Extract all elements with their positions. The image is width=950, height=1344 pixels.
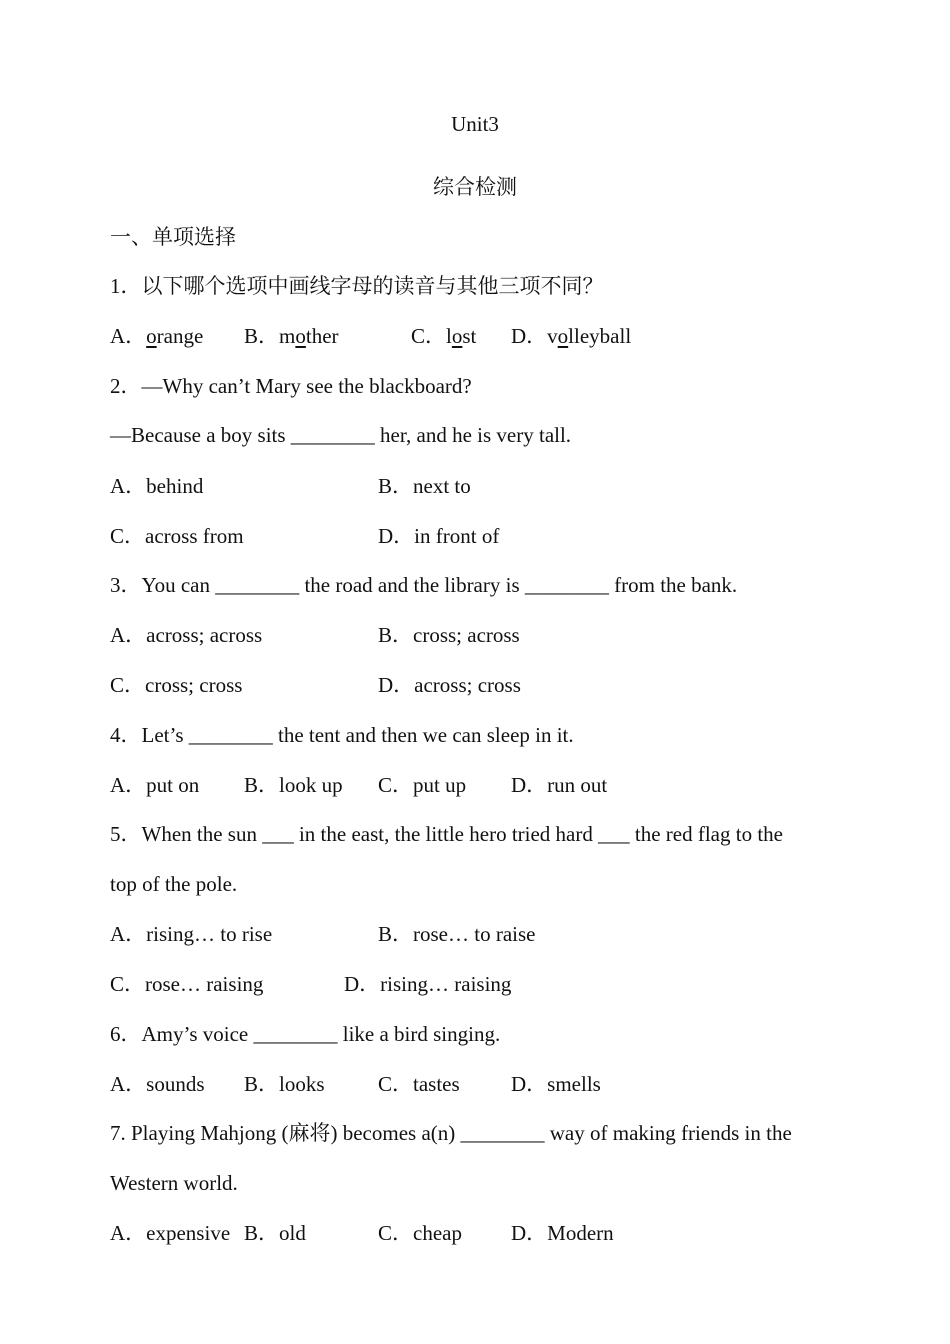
q7-option-d: D．Modern	[511, 1221, 614, 1245]
q2-option-c: C．across from	[110, 524, 244, 548]
q1-option-a: A．orange	[110, 324, 204, 348]
document-title: Unit3	[451, 112, 499, 136]
q2-option-d: D．in front of	[378, 524, 500, 548]
q3-option-a: A．across; across	[110, 623, 263, 647]
q2-stem-2: —Because a boy sits ________ her, and he is very tall.	[110, 423, 572, 447]
q4-option-c: C．put up	[378, 773, 467, 797]
q6-stem: 6．Amy’s voice ________ like a bird singing.	[110, 1022, 501, 1046]
section-heading: 一、单项选择	[110, 225, 236, 249]
q5-option-d: D．rising… raising	[344, 972, 512, 996]
q4-option-d: D．run out	[511, 773, 608, 797]
q1-option-b: B．mother	[244, 324, 339, 348]
q1-stem: 1．以下哪个选项中画线字母的读音与其他三项不同？	[110, 274, 604, 298]
q5-option-b: B．rose… to raise	[378, 922, 536, 946]
q6-option-c: C．tastes	[378, 1072, 460, 1096]
q1-option-d: D．volleyball	[511, 324, 632, 348]
q4-option-a: A．put on	[110, 773, 200, 797]
q5-stem-2: top of the pole.	[110, 872, 238, 896]
q3-option-b: B．cross; across	[378, 623, 520, 647]
q4-option-b: B．look up	[244, 773, 343, 797]
q7-stem-2: Western world.	[110, 1171, 238, 1195]
q2-option-b: B．next to	[378, 474, 471, 498]
q3-option-c: C．cross; cross	[110, 673, 243, 697]
q7-option-b: B．old	[244, 1221, 306, 1245]
q4-stem: 4．Let’s ________ the tent and then we can sleep in it.	[110, 723, 574, 747]
q6-option-a: A．sounds	[110, 1072, 205, 1096]
q2-stem: 2．—Why can’t Mary see the blackboard?	[110, 374, 472, 398]
q5-option-a: A．rising… to rise	[110, 922, 273, 946]
q6-option-b: B．looks	[244, 1072, 325, 1096]
document-subtitle: 综合检测	[433, 175, 517, 199]
q3-option-d: D．across; cross	[378, 673, 521, 697]
q6-option-d: D．smells	[511, 1072, 601, 1096]
q7-option-c: C．cheap	[378, 1221, 462, 1245]
q2-option-a: A．behind	[110, 474, 204, 498]
q3-stem: 3．You can ________ the road and the library is ________ from the bank.	[110, 573, 738, 597]
q5-option-c: C．rose… raising	[110, 972, 264, 996]
q7-option-a: A．expensive	[110, 1221, 231, 1245]
q5-stem: 5．When the sun ___ in the east, the little hero tried hard ___ the red flag to the	[110, 822, 783, 846]
q7-stem: 7. Playing Mahjong (麻将) becomes a(n) ________ way of making friends in the	[110, 1121, 792, 1145]
q1-option-c: C．lost	[411, 324, 477, 348]
